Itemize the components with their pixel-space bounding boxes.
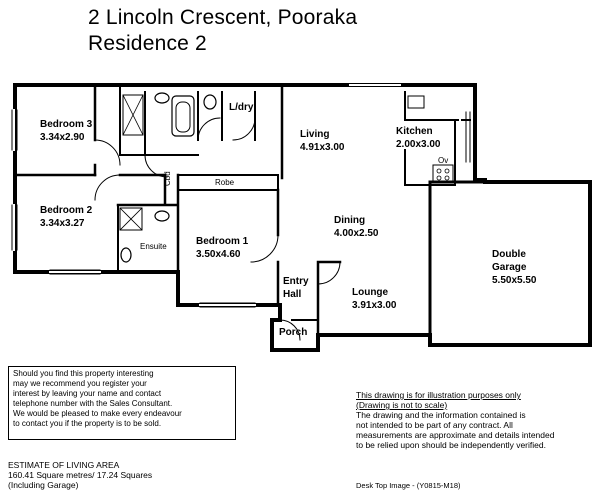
porch-label: Porch	[279, 327, 308, 338]
laundry-label: L/dry	[229, 102, 254, 113]
contact-info-box	[8, 366, 236, 440]
disclaimer-line: to be relied upon should be independently verified.	[356, 440, 546, 450]
bedroom2-label: Bedroom 2	[40, 205, 93, 216]
living-label: Living	[300, 129, 330, 140]
bedroom2-dims: 3.34x3.27	[40, 218, 85, 229]
disclaimer-scale-note: (Drawing is not to scale)	[356, 400, 448, 410]
bedroom3-dims: 3.34x2.90	[40, 132, 85, 143]
dining-dims: 4.00x2.50	[334, 228, 379, 239]
cupboard-label: Cbd	[163, 171, 172, 186]
estimate-note: (Including Garage)	[8, 480, 79, 490]
living-dims: 4.91x3.00	[300, 142, 345, 153]
dining-label: Dining	[334, 215, 366, 226]
image-reference: Desk Top Image - (Y0815-M18)	[356, 481, 461, 490]
ensuite-label: Ensuite	[140, 242, 167, 251]
garage-label-line2: Garage	[492, 262, 527, 273]
contact-line: to contact you if the property is to be sold.	[13, 419, 162, 428]
residence-name: Residence 2	[88, 32, 207, 55]
robe-label: Robe	[215, 178, 235, 187]
disclaimer-line: measurements are approximate and details intended	[356, 430, 555, 440]
contact-line: We would be pleased to make every endeavour	[13, 409, 182, 418]
entry-label: Entry	[283, 276, 309, 287]
garage-dims: 5.50x5.50	[492, 275, 537, 286]
disclaimer-line: not intended to be part of any contract. All	[356, 420, 513, 430]
contact-line: may we recommend you register your	[13, 379, 147, 388]
hall-label: Hall	[283, 289, 302, 300]
estimate-heading: ESTIMATE OF LIVING AREA	[8, 460, 120, 470]
kitchen-dims: 2.00x3.00	[396, 139, 441, 150]
oven-label: Ov	[438, 156, 449, 165]
disclaimer	[356, 390, 596, 450]
kitchen-label: Kitchen	[396, 126, 433, 137]
bedroom1-dims: 3.50x4.60	[196, 249, 241, 260]
property-address: 2 Lincoln Crescent, Pooraka	[88, 6, 358, 29]
lounge-label: Lounge	[352, 287, 389, 298]
contact-line: Should you find this property interesting	[13, 369, 154, 378]
bedroom1-label: Bedroom 1	[196, 236, 249, 247]
living-area-estimate	[8, 460, 152, 490]
contact-line: telephone number with the Sales Consultant.	[13, 399, 173, 408]
garage-label-line1: Double	[492, 249, 526, 260]
lounge-dims: 3.91x3.00	[352, 300, 397, 311]
estimate-area: 160.41 Square metres/ 17.24 Squares	[8, 470, 153, 480]
contact-line: interest by leaving your name and contact	[13, 389, 162, 398]
bedroom3-label: Bedroom 3	[40, 119, 93, 130]
disclaimer-line: The drawing and the information contained is	[356, 410, 526, 420]
disclaimer-heading: This drawing is for illustration purposes only	[356, 390, 521, 400]
